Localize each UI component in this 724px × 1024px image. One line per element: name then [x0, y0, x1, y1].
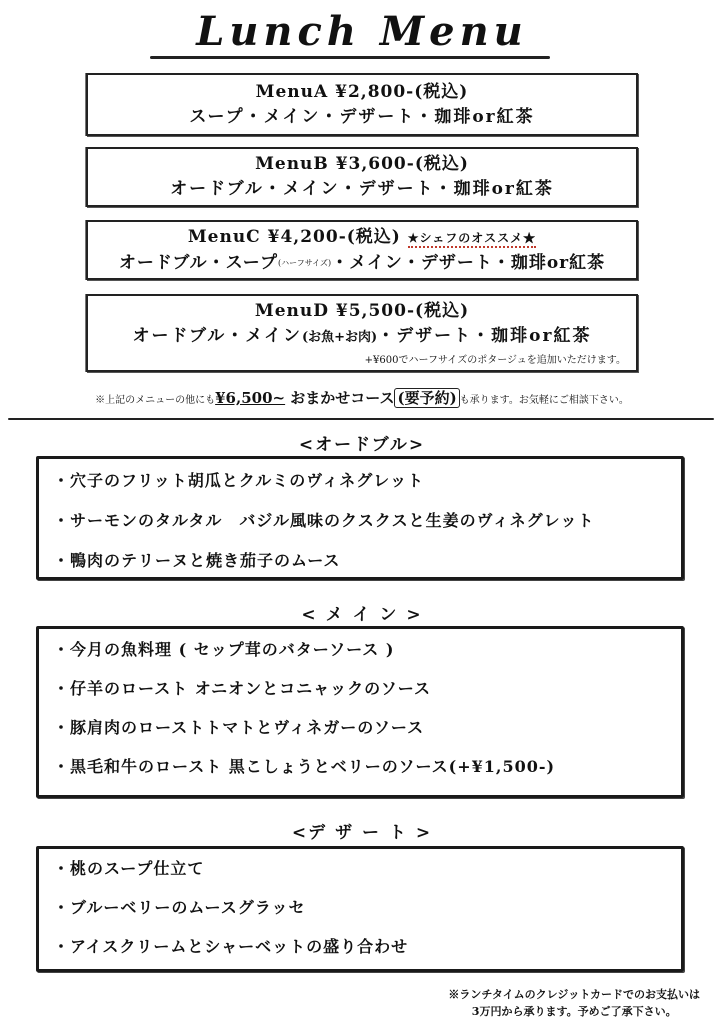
menu-a-heading: MenuA ¥2,800-(税込): [255, 82, 469, 102]
hors-doeuvre-heading: <オードブル>: [298, 435, 426, 455]
reservation-required-badge: (要予約): [394, 388, 459, 408]
list-item: ・桃のスープ仕立て: [53, 859, 205, 878]
title-underline: [150, 56, 550, 59]
menu-c-courses: [88, 250, 636, 277]
dessert-heading: <デ ザ ー ト >: [291, 823, 433, 843]
menu-c-courses-part2: ・メイン・デザート・珈琲or紅茶: [331, 253, 606, 273]
omakase-price: ¥6,500~: [215, 389, 286, 407]
page-title: Lunch Menu: [196, 8, 528, 55]
menu-c-heading: MenuC ¥4,200-(税込): [187, 227, 401, 247]
main-dish-heading: < メ イ ン >: [301, 605, 423, 625]
section-divider: [8, 418, 714, 420]
omakase-note-suffix: も承ります。お気軽にご相談下さい。: [459, 395, 629, 406]
menu-d-box: [86, 294, 638, 372]
menu-a-courses: スープ・メイン・デザート・珈琲or紅茶: [189, 107, 535, 127]
list-item: ・今月の魚料理 ( セップ茸のバターソース ): [53, 640, 395, 659]
list-item: ・ブルーベリーのムースグラッセ: [53, 898, 306, 917]
menu-d-heading: MenuD ¥5,500-(税込): [254, 301, 470, 321]
chef-recommend-badge: ★シェフのオススメ★: [408, 231, 536, 248]
omakase-note-prefix: ※上記のメニューの他にも: [95, 395, 216, 406]
list-item: ・サーモンのタルタル バジル風味のクスクスと生姜のヴィネグレット: [53, 511, 595, 530]
list-item: ・鴨肉のテリーヌと焼き茄子のムース: [53, 551, 341, 570]
menu-c-box: [86, 220, 638, 280]
credit-card-note-line1: ※ランチタイムのクレジットカードでのお支払いは: [448, 988, 700, 1001]
list-item: ・黒毛和牛のロースト 黒こしょうとベリーのソース(+¥1,500-): [53, 757, 556, 776]
credit-card-note: [448, 986, 700, 1020]
menu-d-courses-part2: ・デザート・珈琲or紅茶: [377, 326, 592, 346]
credit-card-note-line2: 3万円から承ります。予めご了承下さい。: [471, 1005, 677, 1018]
list-item: ・穴子のフリット胡瓜とクルミのヴィネグレット: [53, 471, 425, 490]
menu-d-courses: [88, 323, 636, 351]
list-item: ・仔羊のロースト オニオンとコニャックのソース: [53, 679, 432, 698]
menu-b-heading: MenuB ¥3,600-(税込): [255, 154, 469, 174]
menu-c-courses-part1: オードブル・スープ: [118, 253, 278, 273]
list-item: ・豚肩肉のローストトマトとヴィネガーのソース: [53, 718, 425, 737]
omakase-note: [0, 387, 724, 408]
menu-b-courses: オードブル・メイン・デザート・珈琲or紅茶: [170, 179, 554, 199]
hors-doeuvre-box: [36, 456, 684, 580]
menu-b-box: [86, 147, 638, 207]
menu-c-heading-row: [88, 225, 636, 250]
dessert-box: [36, 846, 684, 972]
menu-a-box: [86, 73, 638, 136]
menu-d-addon-note: +¥600でハーフサイズのポタージュを追加いただけます。: [364, 355, 626, 366]
list-item: ・アイスクリームとシャーベットの盛り合わせ: [53, 937, 409, 956]
main-dish-box: [36, 626, 684, 798]
menu-c-half-size-note: (ハーフサイズ): [277, 258, 332, 268]
omakase-course-name: おまかせコース: [290, 389, 395, 407]
menu-d-fish-meat-note: (お魚+お肉): [301, 330, 378, 345]
menu-d-courses-part1: オードブル・メイン: [132, 326, 302, 346]
